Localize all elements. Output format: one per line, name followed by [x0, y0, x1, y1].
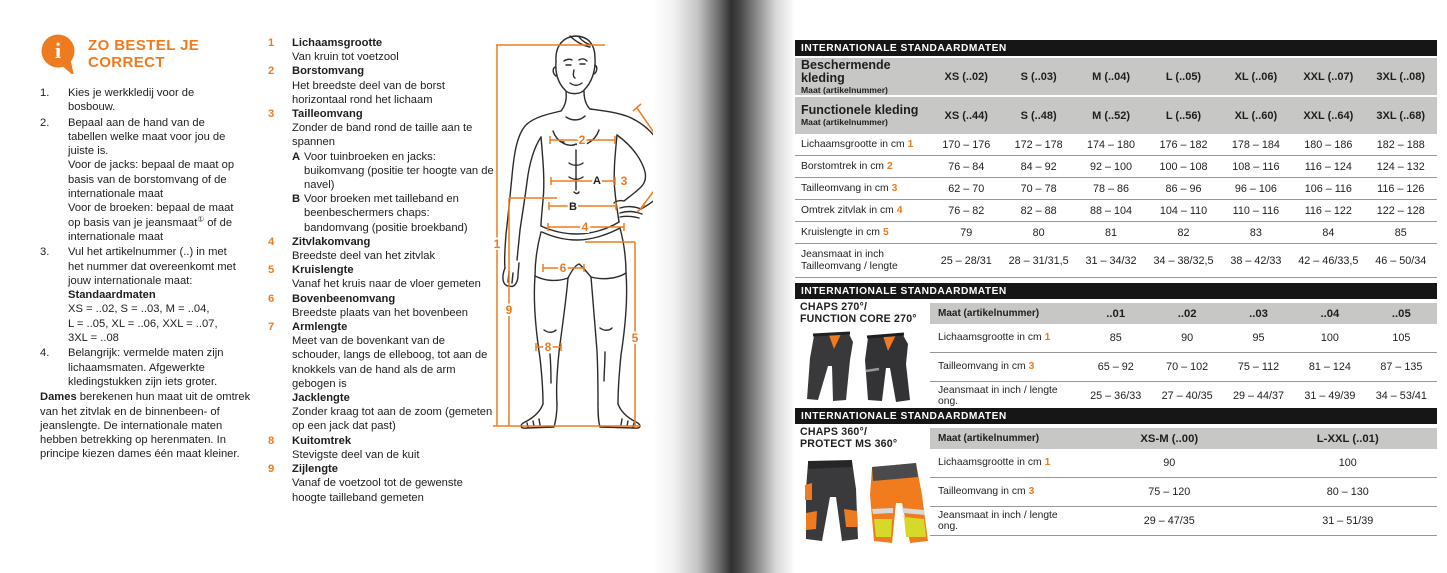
group-title: Beschermende kleding — [801, 57, 891, 85]
value-cell: 79 — [960, 226, 973, 239]
page-title: ZO BESTEL JE CORRECT — [88, 37, 200, 71]
measure-3b: B Voor broeken met tailleband en beenbeschermers chaps: bandomvang (positie broekband) — [292, 193, 468, 234]
value-cell: 70 – 102 — [1166, 361, 1209, 373]
figure-label-4: 4 — [581, 220, 589, 234]
size-cell: XL (..60) — [1234, 109, 1278, 122]
value-cell: 25 – 36/33 — [1090, 390, 1142, 402]
value-cell: 116 – 122 — [1304, 204, 1352, 217]
row-label: Omtrek zitvlak in cm — [801, 204, 894, 216]
product-chaps-270: CHAPS 270°/ FUNCTION CORE 270° — [800, 302, 932, 411]
group-subtitle: Maat (artikelnummer) — [801, 117, 888, 127]
size-cell: XS (..44) — [944, 109, 988, 122]
size-cell: L (..56) — [1165, 109, 1202, 122]
value-cell: 62 – 70 — [948, 182, 985, 195]
value-cell: 92 – 100 — [1090, 160, 1133, 173]
row-ref-number: 3 — [891, 182, 898, 194]
size-cell: XS (..02) — [944, 70, 988, 83]
value-cell: 106 – 116 — [1304, 182, 1352, 195]
table-row — [930, 449, 1437, 478]
row-ref-number: 4 — [896, 204, 903, 216]
value-cell: 84 — [1322, 226, 1335, 239]
step-4: 4. Belangrijk: vermelde maten zijn lichaamsmaten. Afgewerkte kledingstukken zijn iets groter. — [40, 347, 224, 388]
value-cell: 95 — [1252, 332, 1265, 344]
value-cell: 80 – 130 — [1326, 486, 1369, 498]
left-page-info-column — [40, 34, 259, 473]
size-cell: XXL (..64) — [1303, 109, 1354, 122]
col-header: ..03 — [1249, 307, 1268, 320]
value-cell: 31 – 51/39 — [1322, 515, 1374, 527]
footnote-marker: ① — [197, 213, 205, 223]
measure-7: 7 Armlengte Meet van de bovenkant van de schouder, langs de elleboog, tot aan de knokkels van de hand als de arm gebogen is Jacklengte Zonder kraag tot aan de zoom (gemeten op een jack dat past) — [268, 321, 493, 433]
group-subtitle: Maat (artikelnummer) — [801, 84, 888, 95]
figure-label-A: A — [593, 175, 601, 187]
value-cell: 90 — [1163, 457, 1176, 469]
size-table-clothing — [795, 40, 1437, 278]
col-header: ..05 — [1391, 307, 1411, 320]
measurement-lines — [493, 45, 675, 426]
value-cell: 84 – 92 — [1020, 160, 1057, 173]
measure-6: 6 Bovenbeenomvang Breedste plaats van het bovenbeen — [268, 292, 469, 319]
figure-label-5: 5 — [631, 331, 639, 345]
col-header: ..02 — [1177, 307, 1197, 320]
table-row — [930, 382, 1437, 411]
value-cell: 80 — [1032, 226, 1045, 239]
table-row — [795, 244, 1437, 278]
value-cell: 87 – 135 — [1380, 361, 1423, 373]
value-cell: 42 – 46/33,5 — [1298, 254, 1359, 267]
value-cell: 38 – 42/33 — [1230, 254, 1282, 267]
ordering-steps — [40, 86, 259, 389]
measure-definitions — [268, 36, 494, 505]
value-cell: 29 – 44/37 — [1232, 390, 1285, 402]
chaps-360-product-image — [800, 455, 935, 545]
size-cell: L (..05) — [1165, 70, 1202, 83]
value-cell: 104 – 110 — [1159, 204, 1208, 217]
table-row — [930, 507, 1437, 536]
col-header: L-XXL (..01) — [1316, 432, 1379, 445]
size-cell: M (..04) — [1092, 70, 1130, 83]
value-cell: 83 — [1249, 226, 1262, 239]
book-spine-fold — [653, 0, 803, 573]
value-cell: 100 — [1320, 332, 1339, 344]
value-cell: 75 – 120 — [1148, 486, 1191, 498]
step-1: 1. Kies je werkkledij voor de bosbouw. — [40, 87, 195, 114]
value-cell: 82 — [1177, 226, 1190, 239]
measure-8: 8 Kuitomtrek Stevigste deel van de kuit — [268, 434, 420, 461]
figure-label-6: 6 — [559, 261, 567, 275]
value-cell: 65 – 92 — [1097, 361, 1134, 373]
info-bubble-icon — [40, 34, 78, 74]
value-cell: 174 – 180 — [1087, 138, 1136, 151]
value-cell: 34 – 53/41 — [1375, 390, 1427, 402]
figure-label-B: B — [569, 201, 577, 213]
row-ref-number: 5 — [882, 226, 889, 238]
value-cell: 70 – 78 — [1020, 182, 1057, 195]
table-row — [795, 178, 1437, 200]
measure-5: 5 Kruislengte Vanaf het kruis naar de vloer gemeten — [268, 264, 481, 291]
value-cell: 85 — [1394, 226, 1407, 239]
value-cell: 82 – 88 — [1020, 204, 1057, 217]
row-label: Lichaamsgrootte in cm — [938, 457, 1042, 469]
row-label: Jeansmaat in inch / lengte ong. — [938, 384, 1058, 407]
measure-9: 9 Zijlengte Vanaf de voetzool tot de gewenste hoogte tailleband gemeten — [268, 463, 463, 504]
value-cell: 116 – 126 — [1377, 182, 1425, 195]
value-cell: 124 – 132 — [1376, 160, 1425, 173]
row-label: Tailleomvang in cm — [938, 361, 1026, 373]
table1-group-rows — [795, 58, 1437, 134]
row-label-line2: Tailleomvang / lengte — [801, 260, 898, 272]
table1-header-bar: INTERNATIONALE STANDAARDMATEN — [795, 40, 1437, 56]
row-label: Borstomtrek in cm — [801, 160, 884, 172]
figure-label-1: 1 — [493, 237, 501, 251]
value-cell: 28 – 31/31,5 — [1008, 254, 1069, 267]
row-label: Jeansmaat in inch — [801, 249, 884, 260]
value-cell: 180 – 186 — [1304, 138, 1353, 151]
value-cell: 182 – 188 — [1376, 138, 1425, 151]
value-cell: 75 – 112 — [1237, 361, 1280, 373]
table3-column-header: Maat (artikelnummer) XS-M (..00) L-XXL (..01) — [930, 428, 1437, 449]
size-table-chaps-270 — [795, 283, 1437, 411]
table3-header-bar: INTERNATIONALE STANDAARDMATEN — [795, 408, 1437, 424]
value-cell: 90 — [1181, 332, 1194, 344]
value-cell: 100 – 108 — [1159, 160, 1208, 173]
row-ref-number: 2 — [886, 160, 893, 172]
row-ref-number: 3 — [1028, 486, 1035, 498]
size-cell: M (..52) — [1092, 109, 1130, 122]
row-ref-number: 1 — [907, 138, 914, 150]
value-cell: 110 – 116 — [1232, 204, 1280, 217]
row-ref-number: 1 — [1044, 332, 1051, 344]
figure-label-9: 9 — [505, 303, 513, 317]
table-row — [930, 324, 1437, 353]
table-row — [930, 353, 1437, 382]
measure-3: 3 Tailleomvang Zonder de band rond de taille aan te spannen A Voor tuinbroeken en jacks: buikomvang (positie ter hoogte van de navel) B Voor broeken met tailleband en beenbeschermers chaps: bandomvang (positie broekband) — [268, 108, 494, 234]
table-row — [795, 134, 1437, 156]
table2-column-header: Maat (artikelnummer) ..01 ..02 ..03 ..04 ..05 — [930, 303, 1437, 324]
measure-1: 1 Lichaamsgrootte Van kruin tot voetzool — [268, 37, 399, 64]
table-row — [795, 156, 1437, 178]
size-cell: XXL (..07) — [1303, 70, 1354, 83]
measure-4: 4 Zitvlakomvang Breedste deel van het zitvlak — [268, 235, 436, 263]
info-header — [40, 34, 259, 74]
size-cell: 3XL (..68) — [1376, 109, 1426, 122]
value-cell: 29 – 47/35 — [1143, 515, 1195, 527]
col-header: XS-M (..00) — [1140, 432, 1199, 445]
row-label: Tailleomvang in cm — [938, 486, 1026, 498]
value-cell: 31 – 34/32 — [1085, 254, 1137, 267]
measure-3a: A Voor tuinbroeken en jacks: buikomvang (positie ter hoogte van de navel) — [292, 150, 494, 192]
value-cell: 116 – 124 — [1304, 160, 1352, 173]
value-cell: 172 – 178 — [1014, 138, 1063, 151]
value-cell: 27 – 40/35 — [1161, 390, 1213, 402]
step-3: 3. Vul het artikelnummer (..) in met het nummer dat overeenkomt met jouw internationale maat: Standaardmaten XS = ..02, S = ..03, M = ..04, L = ..05, XL = ..06, XXL = ..07, 3XL = ..08 — [40, 246, 236, 345]
size-table-chaps-360 — [795, 408, 1437, 536]
size-cell: S (..03) — [1020, 70, 1057, 83]
col-header: ..01 — [1106, 307, 1126, 320]
value-cell: 170 – 176 — [942, 138, 991, 151]
info-icon: i — [54, 38, 62, 63]
value-cell: 105 — [1392, 332, 1411, 344]
figure-label-8: 8 — [544, 340, 552, 354]
dames-note: Dames berekenen hun maat uit de omtrek van het zitvlak en de binnenbeen- of jeanslengte. De internationale maten hebben betrekking op herenmaten. In principe kiezen dames één maat kleiner. — [40, 391, 251, 461]
value-cell: 34 – 38/32,5 — [1153, 254, 1214, 267]
col-header: ..04 — [1320, 307, 1340, 320]
table1-data-rows — [795, 134, 1437, 278]
table-row — [930, 478, 1437, 507]
value-cell: 46 – 50/34 — [1375, 254, 1427, 267]
value-cell: 78 – 86 — [1093, 182, 1130, 195]
value-cell: 122 – 128 — [1376, 204, 1425, 217]
value-cell: 86 – 96 — [1165, 182, 1202, 195]
table-row — [795, 222, 1437, 244]
measure-2: 2 Borstomvang Het breedste deel van de borst horizontaal rond het lichaam — [268, 65, 445, 106]
group-title: Functionele kleding — [801, 103, 919, 117]
value-cell: 25 – 28/31 — [940, 254, 992, 267]
figure-label-3: 3 — [620, 174, 628, 188]
value-cell: 108 – 116 — [1232, 160, 1280, 173]
size-group-row — [795, 97, 1437, 134]
size-cell: 3XL (..08) — [1376, 70, 1426, 83]
row-label: Kruislengte in cm — [801, 226, 880, 238]
value-cell: 178 – 184 — [1231, 138, 1280, 151]
value-cell: 31 – 49/39 — [1304, 390, 1356, 402]
row-ref-number: 3 — [1028, 361, 1035, 373]
size-cell: XL (..06) — [1234, 70, 1278, 83]
chaps-270-product-image — [800, 330, 925, 406]
product-chaps-360: CHAPS 360°/ PROTECT MS 360° — [800, 427, 932, 550]
row-label: Lichaamsgrootte in cm — [938, 332, 1042, 344]
step-2: 2. Bepaal aan de hand van de tabellen welke maat voor jou de juiste is. Voor de jacks: bepaal de maat op basis van de borstomvang of de internationale maat Voor de broeken: bepaal de maat op basis van je jeansmaat① of de internationale maat — [40, 116, 235, 243]
row-ref-number: 1 — [1044, 457, 1051, 469]
figure-label-2: 2 — [578, 133, 586, 147]
value-cell: 81 – 124 — [1308, 361, 1351, 373]
table-row — [795, 200, 1437, 222]
value-cell: 81 — [1105, 226, 1118, 239]
value-cell: 176 – 182 — [1159, 138, 1208, 151]
row-label: Jeansmaat in inch / lengte ong. — [938, 509, 1058, 532]
value-cell: 76 – 84 — [948, 160, 985, 173]
size-cell: S (..48) — [1020, 109, 1057, 122]
table2-header-bar: INTERNATIONALE STANDAARDMATEN — [795, 283, 1437, 299]
row-label: Lichaamsgrootte in cm — [801, 138, 905, 150]
value-cell: 85 — [1109, 332, 1122, 344]
value-cell: 88 – 104 — [1090, 204, 1133, 217]
value-cell: 76 – 82 — [948, 204, 985, 217]
row-label: Tailleomvang in cm — [801, 182, 889, 194]
value-cell: 100 — [1338, 457, 1357, 469]
size-group-row — [795, 58, 1437, 95]
value-cell: 96 – 106 — [1234, 182, 1277, 195]
